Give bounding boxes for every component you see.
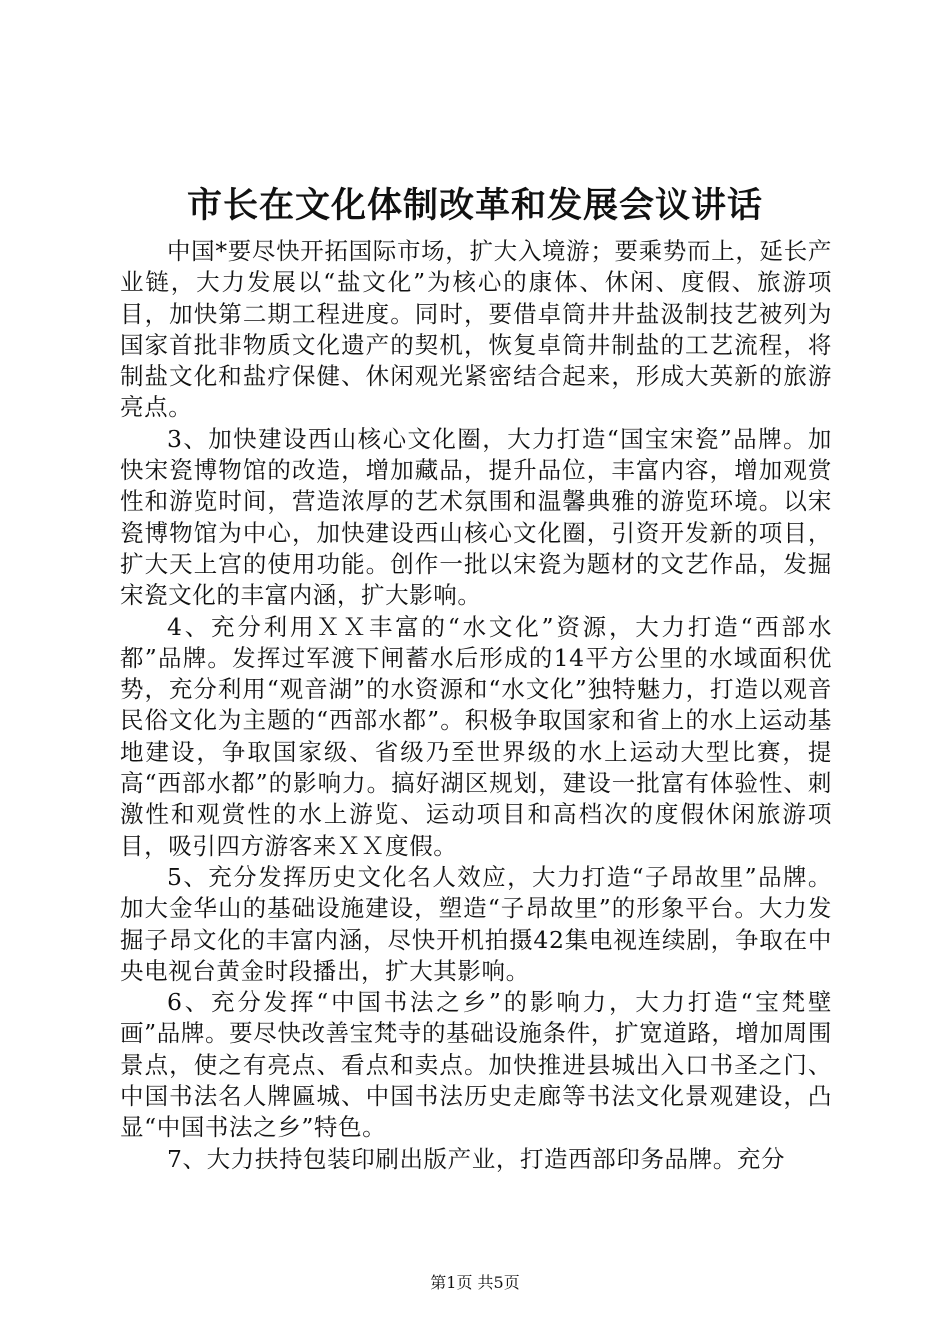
document-title: 市长在文化体制改革和发展会议讲话 xyxy=(186,185,763,226)
paragraph-item-7: 7、大力扶持包装印刷出版产业，打造西部印务品牌。充分 xyxy=(167,1144,786,1173)
paragraph-item-5: 5、充分发挥历史文化名人效应，大力打造“子昂故里”品牌。加大金华山的基础设施建设，塑造“子昂故里”的形象平台。大力发掘子昂文化的丰富内涵，尽快开机拍摄42集电视连续剧，争取在中央电视台黄金时段播出，扩大其影响。 xyxy=(120,862,832,985)
page-number: 第1页 共5页 xyxy=(430,1273,520,1292)
paragraph-item-4: 4、充分利用ＸＸ丰富的“水文化”资源，大力打造“西部水都”品牌。发挥过军渡下闸蓄水后形成的14平方公里的水域面积优势，充分利用“观音湖”的水资源和“水文化”独特魅力，打造以观音民俗文化为主题的“西部水都”。积极争取国家和省上的水上运动基地建设，争取国家级、省级乃至世界级的水上运动大型比赛，提高“西部水都”的影响力。搞好湖区规划，建设一批富有体验性、刺激性和观赏性的水上游览、运动项目和高档次的度假休闲旅游项目，吸引四方游客来ＸＸ度假。 xyxy=(120,612,832,860)
paragraph-intro: 中国*要尽快开拓国际市场，扩大入境游；要乘势而上，延长产业链，大力发展以“盐文化”为核心的康体、休闲、度假、旅游项目，加快第二期工程进度。同时，要借卓筒井井盐汲制技艺被列为国家首批非物质文化遗产的契机，恢复卓筒井制盐的工艺流程，将制盐文化和盐疗保健、休闲观光紧密结合起来，形成大英新的旅游亮点。 xyxy=(120,237,832,422)
paragraph-item-6: 6、充分发挥“中国书法之乡”的影响力，大力打造“宝梵壁画”品牌。要尽快改善宝梵寺的基础设施条件，扩宽道路，增加周围景点，使之有亮点、看点和卖点。加快推进县城出入口书圣之门、中国书法名人牌匾城、中国书法历史走廊等书法文化景观建设，凸显“中国书法之乡”特色。 xyxy=(120,988,832,1142)
page-footer xyxy=(0,1272,950,1294)
document-body xyxy=(120,236,832,1175)
paragraph-item-3: 3、加快建设西山核心文化圈，大力打造“国宝宋瓷”品牌。加快宋瓷博物馆的改造，增加藏品，提升品位，丰富内容，增加观赏性和游览时间，营造浓厚的艺术氛围和温馨典雅的游览环境。以宋瓷博物馆为中心，加快建设西山核心文化圈，引资开发新的项目，扩大天上宫的使用功能。创作一批以宋瓷为题材的文艺作品，发掘宋瓷文化的丰富内涵，扩大影响。 xyxy=(120,424,832,610)
